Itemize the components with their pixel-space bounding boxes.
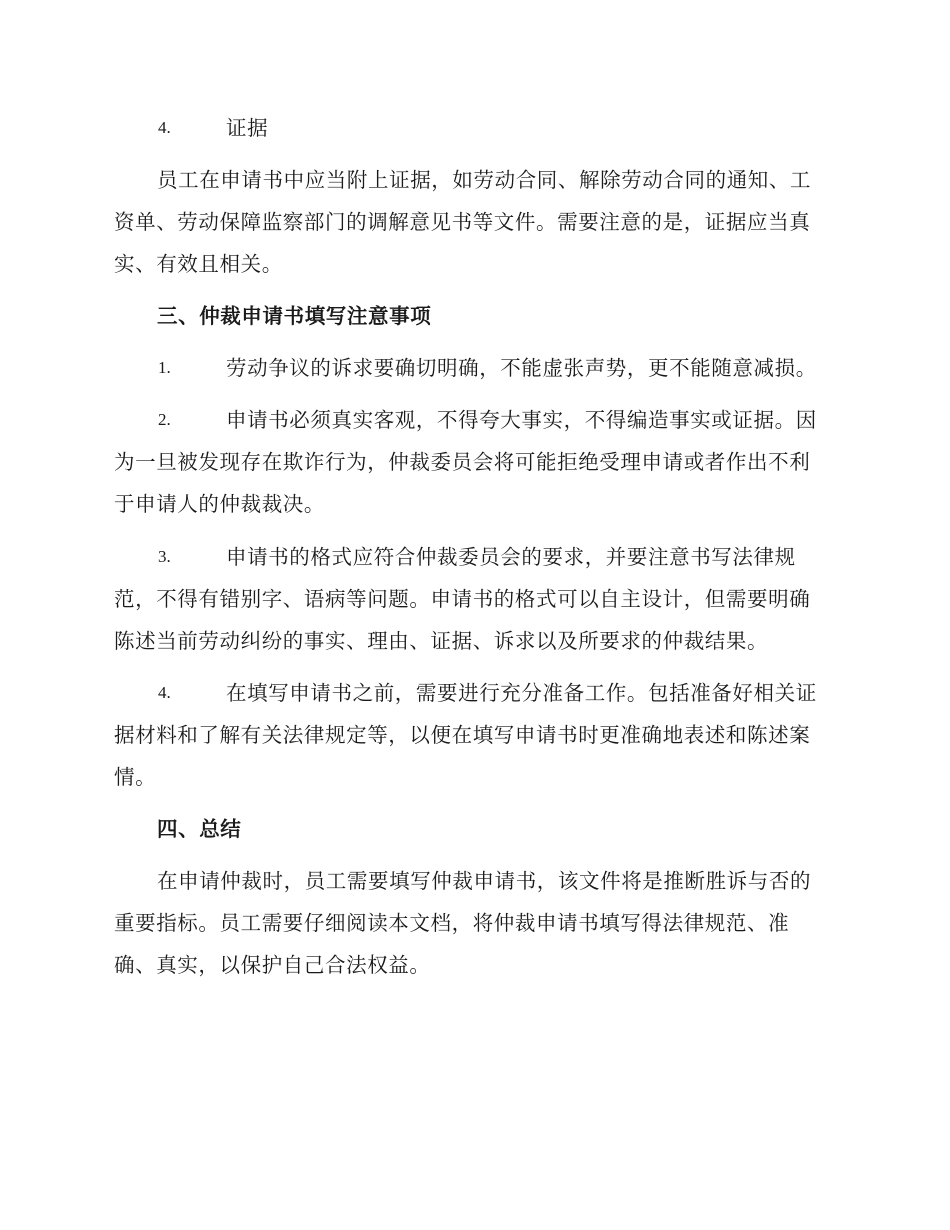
- section3-item2-number: 2.: [158, 410, 171, 429]
- section3-heading: 三、仲裁申请书填写注意事项: [157, 304, 432, 328]
- evidence-title: 证据: [226, 116, 269, 140]
- section3-item4-number: 4.: [158, 683, 171, 702]
- section3-item3-line-1: 申请书的格式应符合仲裁委员会的要求，并要注意书写法律规: [226, 545, 796, 569]
- section3-item3-number: 3.: [158, 547, 171, 566]
- section4-heading: 四、总结: [157, 817, 242, 841]
- section3-item4-line-1: 在填写申请书之前，需要进行充分准备工作。包括准备好相关证: [226, 681, 817, 705]
- section3-item4-line-2: 据材料和了解有关法律规定等，以便在填写申请书时更准确地表述和陈述案: [114, 723, 811, 747]
- section3-item2-line-2: 为一旦被发现存在欺诈行为，仲裁委员会将可能拒绝受理申请或者作出不利: [114, 450, 811, 474]
- section3-item4-line-3: 情。: [114, 765, 157, 789]
- summary-line-3: 确、真实，以保护自己合法权益。: [114, 953, 431, 977]
- evidence-item-number: 4.: [158, 118, 171, 137]
- section3-item2-line-1: 申请书必须真实客观，不得夸大事实，不得编造事实或证据。因: [226, 408, 817, 432]
- section3-item3-line-2: 范，不得有错别字、语病等问题。申请书的格式可以自主设计，但需要明确: [114, 587, 811, 611]
- section3-item1-number: 1.: [158, 358, 171, 377]
- section3-item1-line-1: 劳动争议的诉求要确切明确，不能虚张声势，更不能随意减损。: [226, 356, 817, 380]
- summary-line-1: 在申请仲裁时，员工需要填写仲裁申请书，该文件将是推断胜诉与否的: [157, 869, 812, 893]
- section3-item3-line-3: 陈述当前劳动纠纷的事实、理由、证据、诉求以及所要求的仲裁结果。: [114, 629, 769, 653]
- section3-item2-line-3: 于申请人的仲裁裁决。: [114, 492, 325, 516]
- summary-line-2: 重要指标。员工需要仔细阅读本文档，将仲裁申请书填写得法律规范、准: [114, 911, 790, 935]
- evidence-paragraph-line-2: 资单、劳动保障监察部门的调解意见书等文件。需要注意的是，证据应当真: [114, 210, 811, 234]
- evidence-paragraph-line-3: 实、有效且相关。: [114, 252, 283, 276]
- evidence-paragraph-line-1: 员工在申请书中应当附上证据，如劳动合同、解除劳动合同的通知、工: [157, 168, 812, 192]
